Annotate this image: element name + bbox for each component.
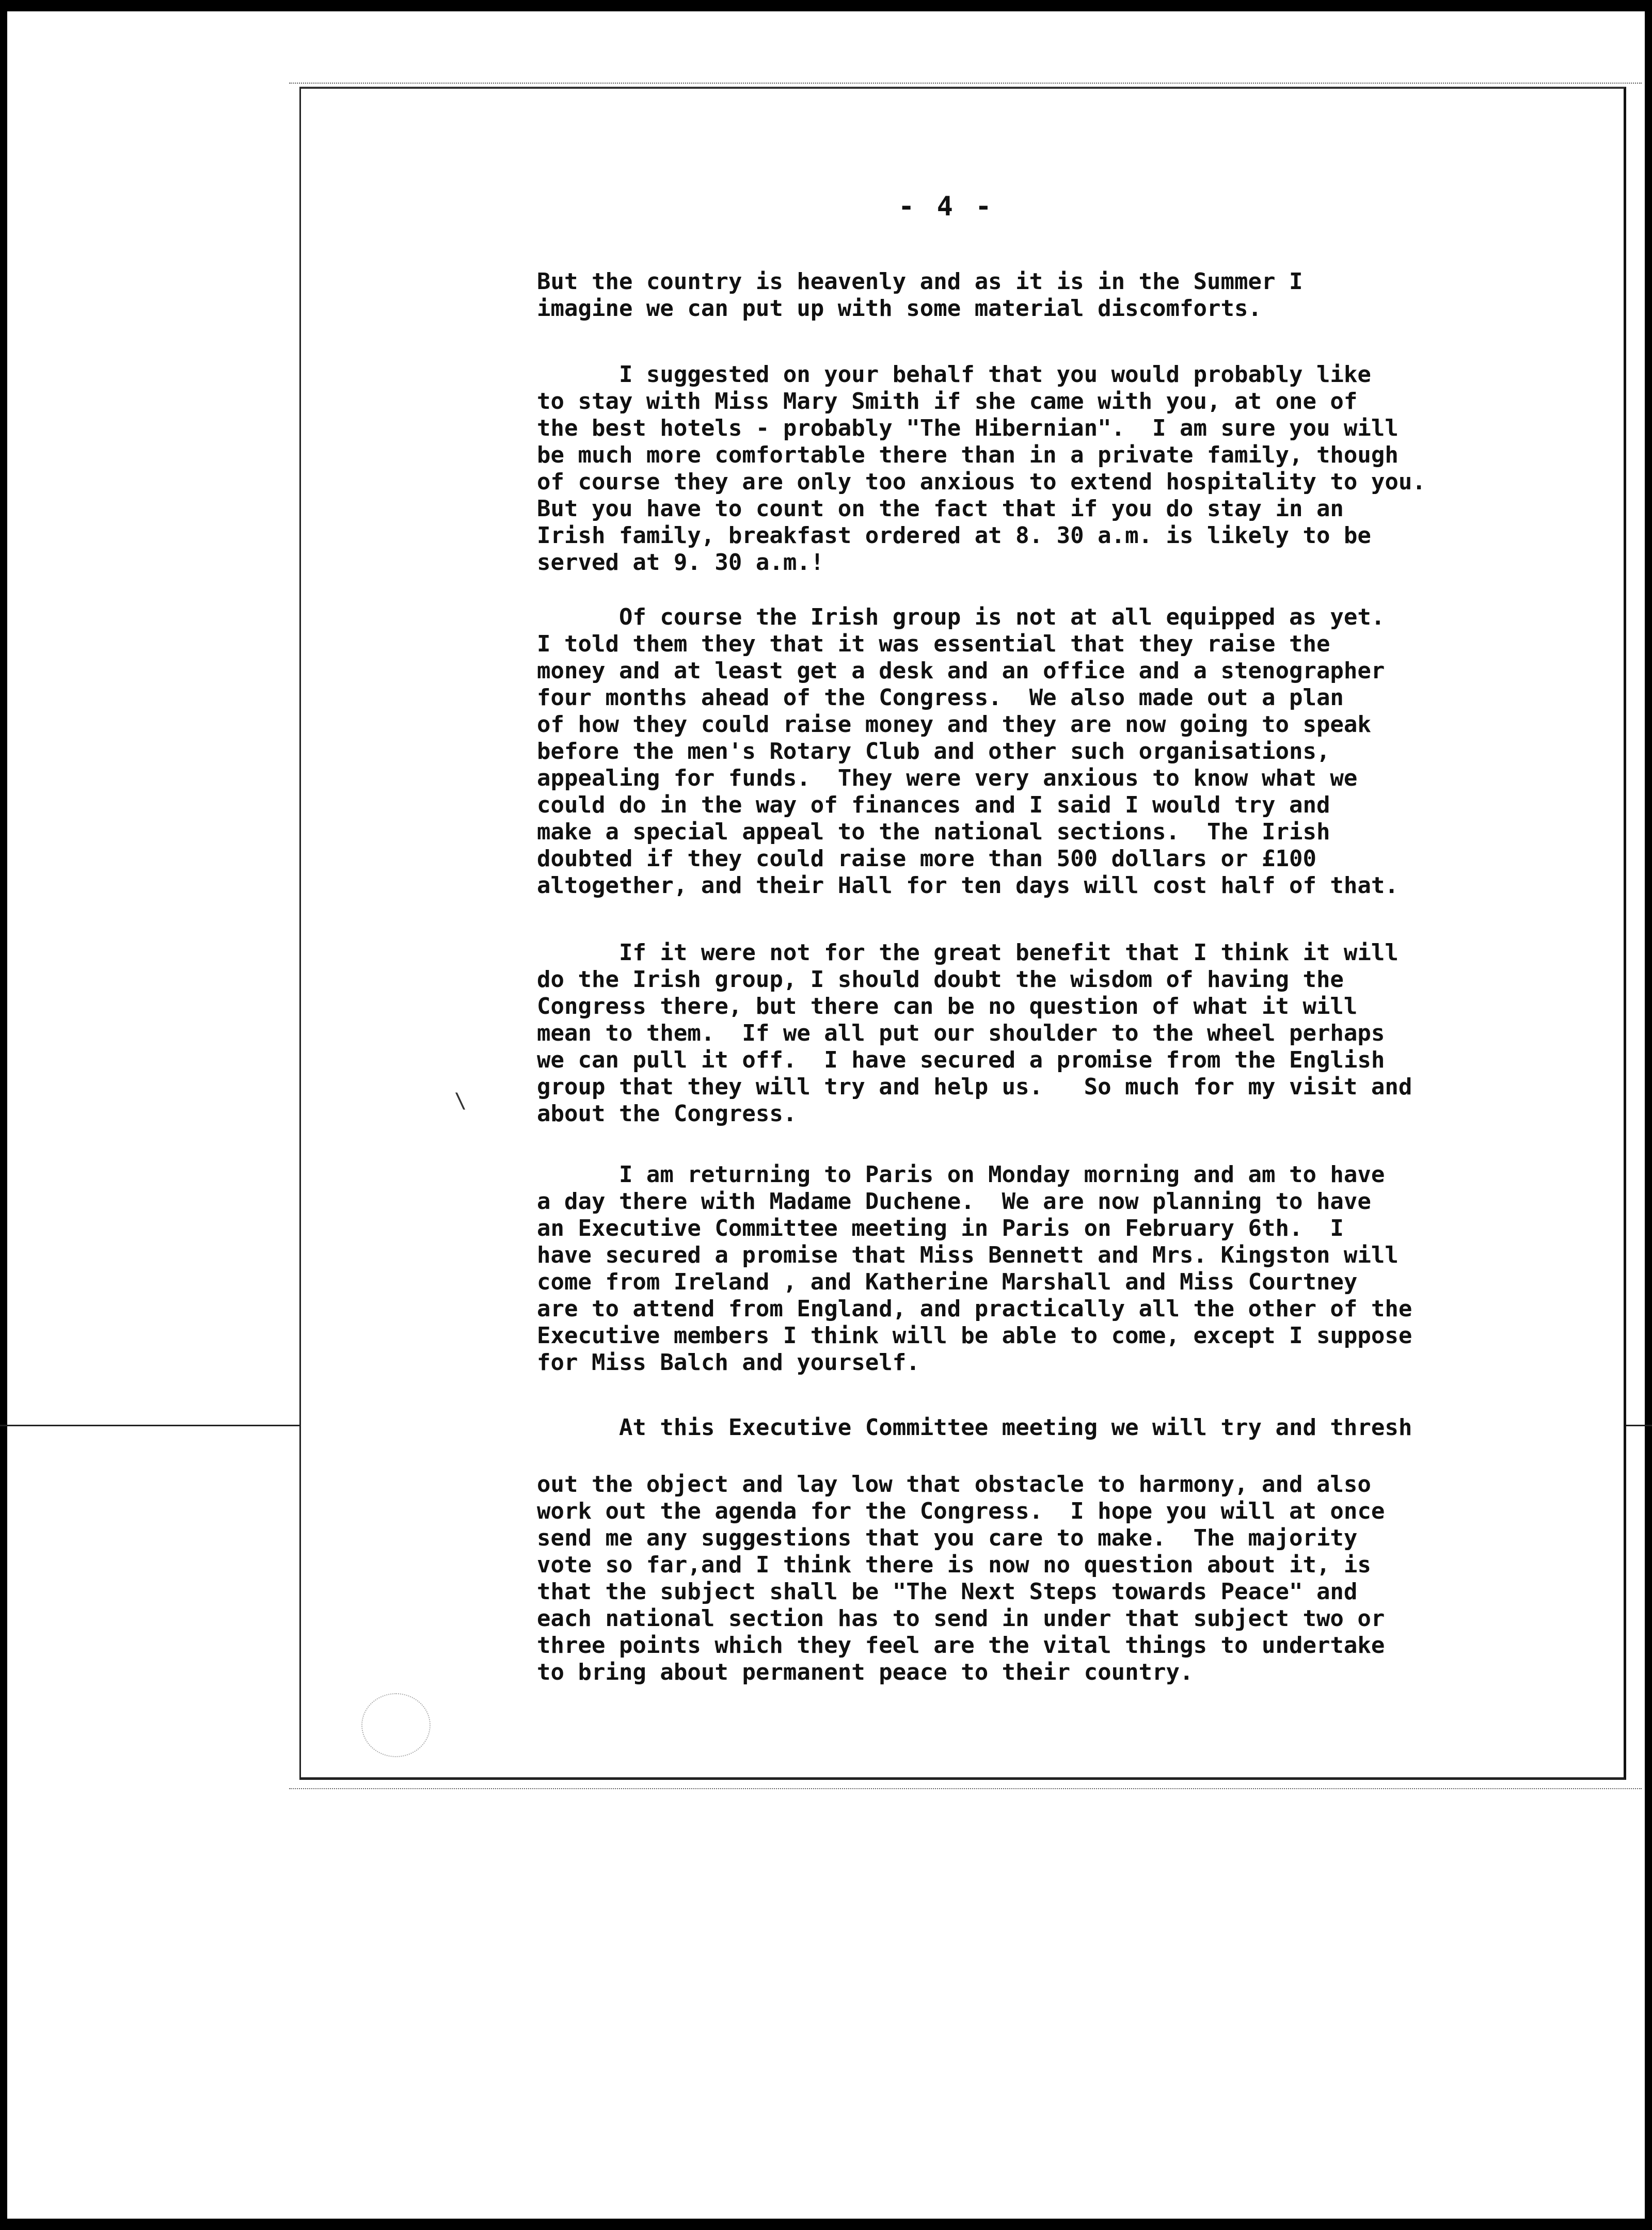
page-number: - 4 -: [898, 191, 995, 222]
scan-border-bottom: [0, 2219, 1652, 2230]
scan-border-right: [1645, 0, 1652, 2230]
margin-line-right: [1626, 1425, 1652, 1426]
paragraph-4: If it were not for the great benefit that I think it will do the Irish group, I should doubt the wisdom of having the Congress there, but there can be no question of what it will mean to them. If we all put our shoulder to the wheel perhaps we can pull it off. I have secured a promise from the English group that they will try and help us. So much for my visit and about the Congress.: [537, 939, 1412, 1127]
paragraph-3: Of course the Irish group is not at all equipped as yet. I told them they that it was essential that they raise the money and at least get a desk and an office and a stenographer four months ahead of the Congress. We also made out a plan of how they could raise money and they are now going to speak before the men's Rotary Club and other such organisations, appealing for funds. They were very anxious to know what we could do in the way of finances and I said I would try and make a special appeal to the national sections. The Irish doubted if they could raise more than 500 dollars or £100 altogether, and their Hall for ten days will cost half of that.: [537, 604, 1399, 899]
paragraph-5: I am returning to Paris on Monday morning and am to have a day there with Madame Duchene. We are now planning to have an Executive Committee meeting in Paris on February 6th. I have secured a promise that Miss Bennett and Mrs. Kingston will come from Ireland , and Katherine Marshall and Miss Courtney are to attend from England, and practically all the other of the Executive members I think will be able to come, except I suppose for Miss Balch and yourself.: [537, 1161, 1412, 1376]
paragraph-6: At this Executive Committee meeting we will try and thresh: [537, 1414, 1412, 1441]
paragraph-2: I suggested on your behalf that you would probably like to stay with Miss Mary Smith if she came with you, at one of the best hotels - probably "The Hibernian". I am sure you will be much more comfortable there than in a private family, though of course they are only too anxious to extend hospitality to you. But you have to count on the fact that if you do stay in an Irish family, breakfast ordered at 8. 30 a.m. is likely to be served at 9. 30 a.m.!: [537, 361, 1426, 576]
scan-border-left: [0, 0, 7, 2230]
faded-stamp: [361, 1693, 431, 1757]
margin-mark: \: [454, 1089, 467, 1113]
bottom-edge-speckle: [289, 1788, 1642, 1794]
top-edge-speckle: [289, 62, 1642, 84]
margin-line-left: [0, 1425, 299, 1426]
paragraph-7: out the object and lay low that obstacle to harmony, and also work out the agenda for the Congress. I hope you will at once send me any suggestions that you care to make. The majority vote so far,and I think there is now no question about it, is that the subject shall be "The Next Steps towards Peace" and each national section has to send in under that subject two or three points which they feel are the vital things to undertake to bring about permanent peace to their country.: [537, 1471, 1385, 1685]
scan-border-top: [0, 0, 1652, 11]
paragraph-1: But the country is heavenly and as it is in the Summer I imagine we can put up with some material discomforts.: [537, 268, 1303, 322]
